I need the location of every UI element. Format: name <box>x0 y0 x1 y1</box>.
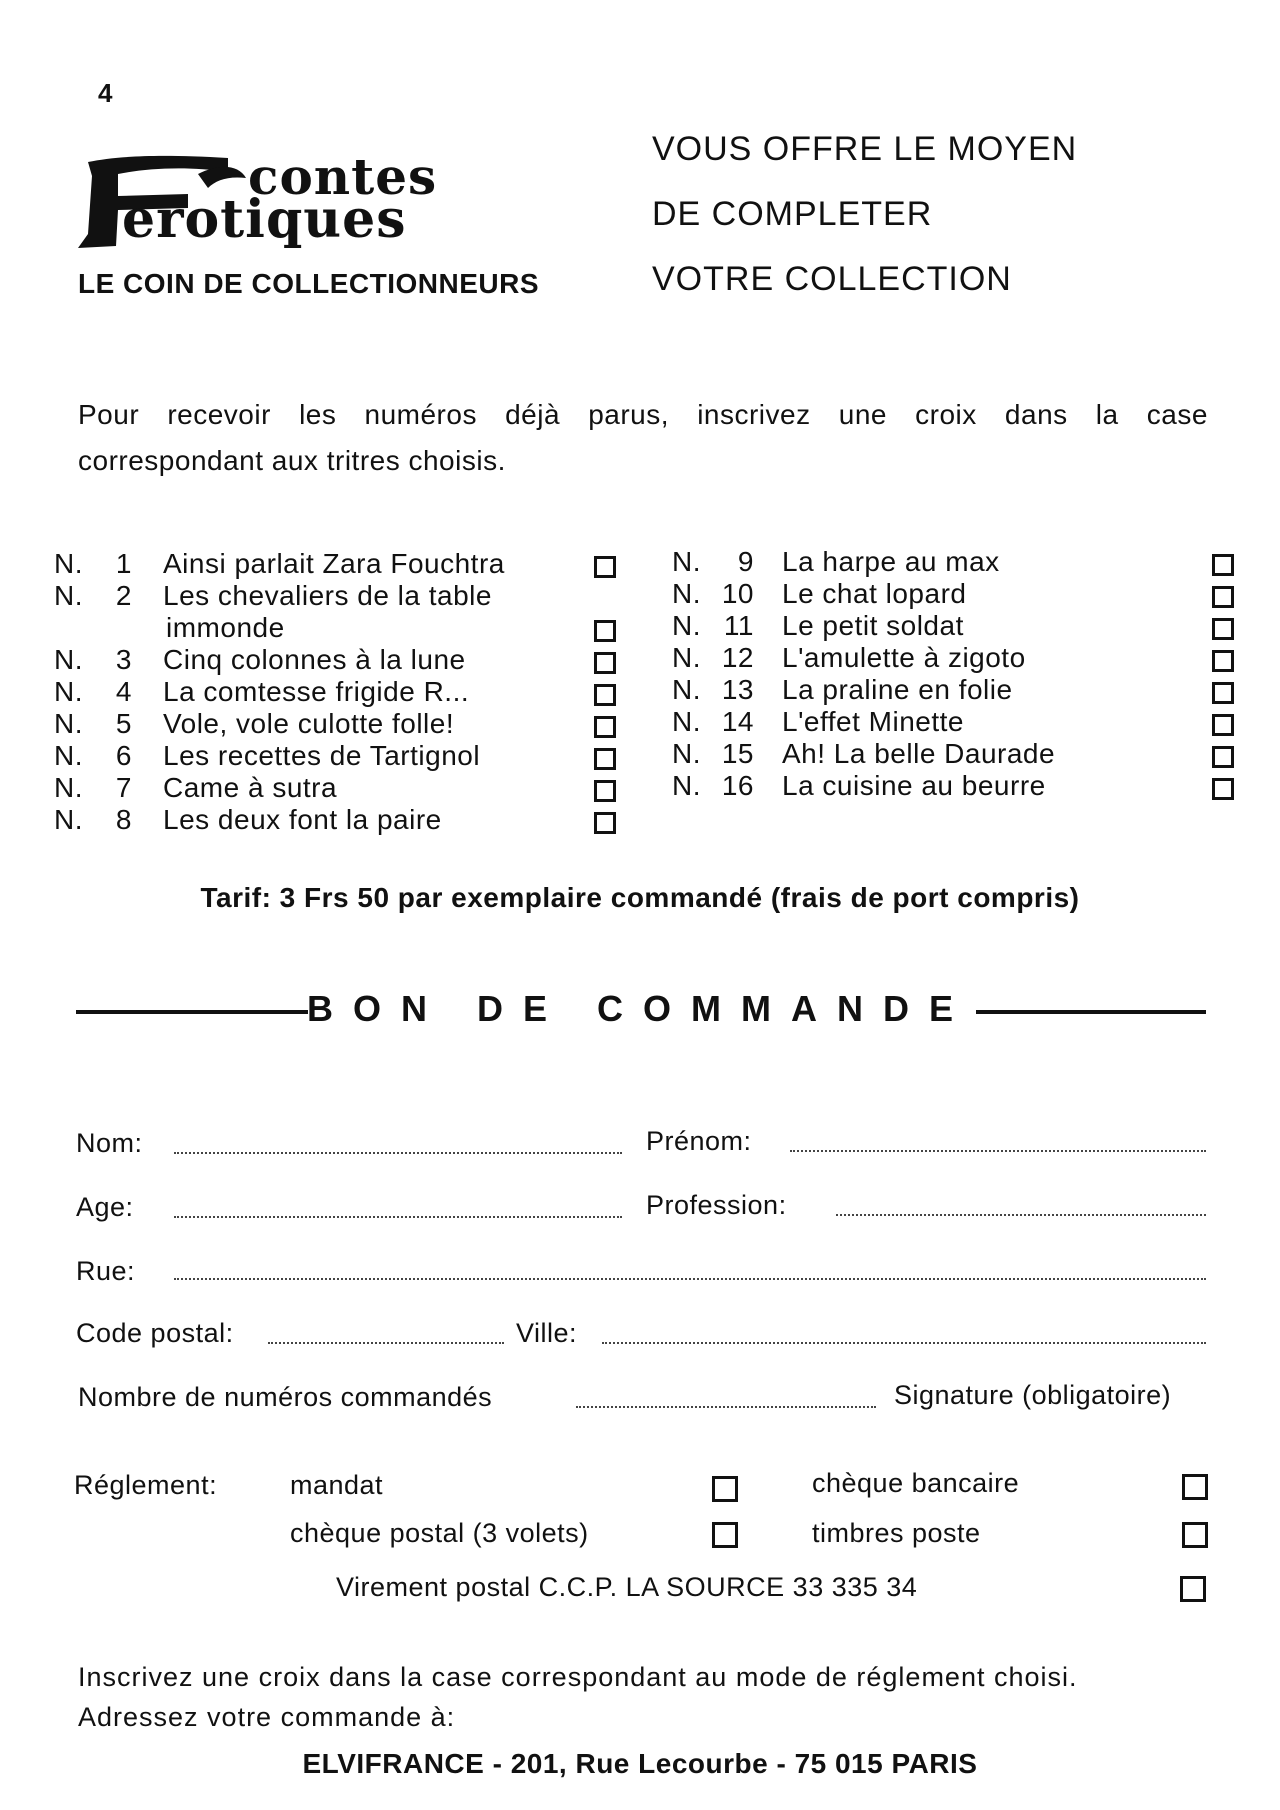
offer-line-2: DE COMPLETER <box>652 195 933 233</box>
profession-field[interactable] <box>836 1214 1206 1216</box>
price-note: Tarif: 3 Frs 50 par exemplaire commandé (frais de port compris) <box>200 882 1080 913</box>
signature-label: Signature (obligatoire) <box>894 1380 1172 1410</box>
nom-field[interactable] <box>174 1152 622 1154</box>
issue-title: Ainsi parlait Zara Fouchtra <box>163 548 505 579</box>
issue-number: 9 <box>737 546 754 577</box>
issue-checkbox-8[interactable] <box>594 812 616 834</box>
issue-number: 7 <box>115 772 132 803</box>
issue-number: 3 <box>115 644 132 675</box>
intro-word: une <box>838 399 887 430</box>
payment-cheque-postal-label: chèque postal (3 volets) <box>290 1518 589 1548</box>
issue-prefix: N. <box>54 740 83 771</box>
issue-number: 1 <box>115 548 132 579</box>
contes-erotiques-logo <box>78 147 518 252</box>
page-number: 4 <box>98 78 113 108</box>
issue-prefix: N. <box>672 674 701 705</box>
issue-title: La comtesse frigide R... <box>163 676 470 707</box>
issue-checkbox-12[interactable] <box>1212 650 1234 672</box>
intro-word: déjà <box>505 399 561 430</box>
issue-prefix: N. <box>672 546 701 577</box>
ville-label: Ville: <box>516 1318 578 1348</box>
issue-number: 14 <box>721 706 754 737</box>
issue-prefix: N. <box>672 770 701 801</box>
payment-mandat-checkbox[interactable] <box>712 1476 738 1502</box>
issue-title-continued: immonde <box>166 612 285 643</box>
intro-word: dans <box>1004 399 1068 430</box>
logo-word-erotiques: erotiques <box>122 189 407 250</box>
age-field[interactable] <box>174 1216 622 1218</box>
rue-field[interactable] <box>174 1278 1206 1280</box>
issue-checkbox-11[interactable] <box>1212 618 1234 640</box>
issue-number: 2 <box>115 580 132 611</box>
age-label: Age: <box>76 1192 134 1222</box>
ville-field[interactable] <box>602 1342 1206 1344</box>
issue-number: 16 <box>721 770 754 801</box>
issue-checkbox-16[interactable] <box>1212 778 1234 800</box>
issue-prefix: N. <box>672 578 701 609</box>
publisher-address: ELVIFRANCE - 201, Rue Lecourbe - 75 015 PARIS <box>302 1748 978 1779</box>
issue-checkbox-6[interactable] <box>594 748 616 770</box>
rue-label: Rue: <box>76 1256 136 1286</box>
title-rule-right <box>976 1010 1206 1014</box>
issue-checkbox-15[interactable] <box>1212 746 1234 768</box>
issue-number: 11 <box>723 610 754 641</box>
issue-number: 12 <box>721 642 754 673</box>
issue-prefix: N. <box>672 610 701 641</box>
issue-number: 8 <box>115 804 132 835</box>
issue-prefix: N. <box>54 708 83 739</box>
prenom-field[interactable] <box>790 1150 1206 1152</box>
issue-prefix: N. <box>54 676 83 707</box>
intro-line-1 <box>78 392 1208 438</box>
issue-number: 6 <box>115 740 132 771</box>
issue-title: Les chevaliers de la table <box>163 580 492 611</box>
nombre-label: Nombre de numéros commandés <box>78 1382 493 1412</box>
issue-checkbox-3[interactable] <box>594 652 616 674</box>
payment-mandat-label: mandat <box>290 1470 384 1500</box>
intro-word: recevoir <box>167 399 271 430</box>
payment-cheque-postal-checkbox[interactable] <box>712 1522 738 1548</box>
offer-line-1: VOUS OFFRE LE MOYEN <box>652 130 1078 168</box>
issue-title: La cuisine au beurre <box>782 770 1046 801</box>
issue-prefix: N. <box>54 804 83 835</box>
payment-timbres-checkbox[interactable] <box>1182 1522 1208 1548</box>
intro-word: croix <box>915 399 977 430</box>
issue-prefix: N. <box>672 642 701 673</box>
issue-title: Ah! La belle Daurade <box>782 738 1056 769</box>
issue-prefix: N. <box>54 580 83 611</box>
intro-word: inscrivez <box>697 399 811 430</box>
code-postal-field[interactable] <box>268 1342 504 1344</box>
payment-cheque-bancaire-checkbox[interactable] <box>1182 1474 1208 1500</box>
issue-title: L'amulette à zigoto <box>782 642 1026 673</box>
issue-checkbox-7[interactable] <box>594 780 616 802</box>
issue-prefix: N. <box>672 706 701 737</box>
issue-number: 15 <box>721 738 754 769</box>
payment-virement-label: Virement postal C.C.P. LA SOURCE 33 335 34 <box>336 1572 918 1602</box>
payment-virement-checkbox[interactable] <box>1180 1576 1206 1602</box>
notice-line-1: Inscrivez une croix dans la case correspondant au mode de réglement choisi. <box>78 1662 1078 1692</box>
issue-number: 10 <box>721 578 754 609</box>
issue-number: 13 <box>721 674 754 705</box>
issue-checkbox-2[interactable] <box>594 620 616 642</box>
issue-title: La harpe au max <box>782 546 1000 577</box>
issue-checkbox-14[interactable] <box>1212 714 1234 736</box>
nom-label: Nom: <box>76 1128 143 1158</box>
order-form-title: BON DE COMMANDE <box>307 988 973 1029</box>
prenom-label: Prénom: <box>646 1126 752 1156</box>
issue-title: Le petit soldat <box>782 610 964 641</box>
issue-checkbox-9[interactable] <box>1212 554 1234 576</box>
intro-word: les <box>299 399 337 430</box>
payment-label: Réglement: <box>74 1470 218 1500</box>
issue-title: Came à sutra <box>163 772 338 803</box>
logo-word-contes: contes <box>248 147 438 206</box>
section-subtitle: LE COIN DE COLLECTIONNEURS <box>78 268 540 299</box>
intro-word: la <box>1095 399 1119 430</box>
intro-line-2: correspondant aux tritres choisis. <box>78 445 506 476</box>
payment-cheque-bancaire-label: chèque bancaire <box>812 1468 1020 1498</box>
payment-timbres-label: timbres poste <box>812 1518 981 1548</box>
intro-word: parus, <box>588 399 670 430</box>
issue-checkbox-5[interactable] <box>594 716 616 738</box>
notice-line-2: Adressez votre commande à: <box>78 1702 456 1732</box>
intro-word: case <box>1146 399 1208 430</box>
issue-prefix: N. <box>54 644 83 675</box>
nombre-field[interactable] <box>576 1406 876 1408</box>
intro-paragraph <box>78 392 1208 484</box>
issue-title: Les recettes de Tartignol <box>163 740 481 771</box>
issue-title: La praline en folie <box>782 674 1013 705</box>
issue-checkbox-13[interactable] <box>1212 682 1234 704</box>
issue-title: L'effet Minette <box>782 706 964 737</box>
profession-label: Profession: <box>646 1190 787 1220</box>
code-postal-label: Code postal: <box>76 1318 234 1348</box>
issue-title: Les deux font la paire <box>163 804 442 835</box>
issue-checkbox-10[interactable] <box>1212 586 1234 608</box>
issue-prefix: N. <box>54 772 83 803</box>
intro-word: Pour <box>78 399 140 430</box>
issue-number: 5 <box>115 708 132 739</box>
issue-prefix: N. <box>54 548 83 579</box>
issue-checkbox-4[interactable] <box>594 684 616 706</box>
offer-line-3: VOTRE COLLECTION <box>652 260 1012 298</box>
issue-title: Vole, vole culotte folle! <box>163 708 455 739</box>
issue-title: Le chat lopard <box>782 578 967 609</box>
intro-word: numéros <box>364 399 477 430</box>
issue-number: 4 <box>115 676 132 707</box>
issue-title: Cinq colonnes à la lune <box>163 644 466 675</box>
issue-checkbox-1[interactable] <box>594 556 616 578</box>
issue-prefix: N. <box>672 738 701 769</box>
